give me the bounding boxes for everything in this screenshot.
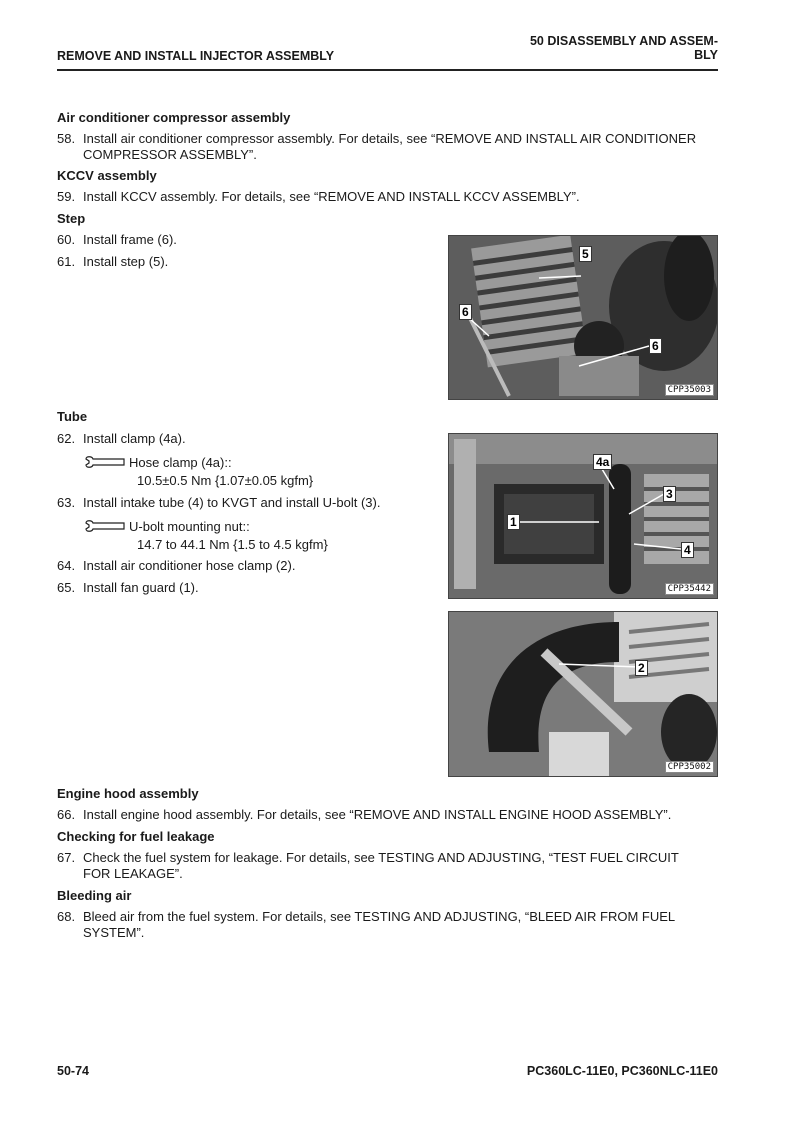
step-65-text: Install fan guard (1).	[83, 580, 199, 595]
figure-tube-callout-1: 1	[507, 514, 520, 530]
torque-ubolt-label: U-bolt mounting nut::	[129, 519, 250, 534]
figure-hose-clamp-callout-2: 2	[635, 660, 648, 676]
step-67-line2: FOR LEAKAGE”.	[83, 866, 183, 881]
step-63-text: Install intake tube (4) to KVGT and install U-bolt (3).	[83, 495, 381, 510]
torque-wrench-icon	[84, 519, 126, 533]
step-65-number: 65.	[57, 580, 76, 595]
step-62-number: 62.	[57, 431, 76, 446]
step-60-text: Install frame (6).	[83, 232, 177, 247]
header-chapter-line2: BLY	[694, 48, 718, 62]
figure-step-callout-6a: 6	[459, 304, 472, 320]
torque-hose-clamp-label: Hose clamp (4a)::	[129, 455, 232, 470]
step-67-number: 67.	[57, 850, 76, 865]
figure-hose-clamp-illustration	[449, 612, 717, 776]
header-chapter-title	[530, 34, 718, 62]
step-60-number: 60.	[57, 232, 76, 247]
figure-tube-callout-4a: 4a	[593, 454, 612, 470]
step-58-number: 58.	[57, 131, 76, 146]
figure-step-callout-6b: 6	[649, 338, 662, 354]
figure-tube-callout-4: 4	[681, 542, 694, 558]
heading-ac-compressor: Air conditioner compressor assembly	[57, 110, 291, 125]
figure-tube-callout-3: 3	[663, 486, 676, 502]
figure-tube-id: CPP35442	[665, 583, 714, 595]
torque-ubolt-value: 14.7 to 44.1 Nm {1.5 to 4.5 kgfm}	[137, 537, 328, 552]
figure-tube-photo	[448, 433, 718, 599]
figure-hose-clamp-photo	[448, 611, 718, 777]
torque-hose-clamp-value: 10.5±0.5 Nm {1.07±0.05 kgfm}	[137, 473, 314, 488]
heading-fuel-leakage: Checking for fuel leakage	[57, 829, 215, 844]
heading-kccv: KCCV assembly	[57, 168, 157, 183]
heading-bleeding-air: Bleeding air	[57, 888, 132, 903]
header-chapter-line1: 50 DISASSEMBLY AND ASSEM-	[529, 34, 718, 48]
step-64-text: Install air conditioner hose clamp (2).	[83, 558, 296, 573]
figure-hose-clamp-id: CPP35002	[665, 761, 714, 773]
step-61-number: 61.	[57, 254, 76, 269]
step-58-line2: COMPRESSOR ASSEMBLY”.	[83, 147, 257, 162]
step-68-line1: Bleed air from the fuel system. For details, see TESTING AND ADJUSTING, “BLEED AIR FROM FUEL	[83, 909, 676, 924]
step-58-text	[83, 131, 719, 163]
figure-tube-illustration	[449, 434, 717, 598]
step-58-line1: Install air conditioner compressor assembly. For details, see “REMOVE AND INSTALL AIR CONDITIONER	[83, 131, 697, 146]
header-section-title: REMOVE AND INSTALL INJECTOR ASSEMBLY	[57, 49, 335, 63]
step-61-text: Install step (5).	[83, 254, 169, 269]
footer-page-number: 50-74	[57, 1064, 89, 1078]
step-68-line2: SYSTEM”.	[83, 925, 145, 940]
torque-wrench-icon	[84, 455, 126, 469]
heading-engine-hood: Engine hood assembly	[57, 786, 199, 801]
footer-model: PC360LC-11E0, PC360NLC-11E0	[526, 1064, 718, 1078]
step-66-number: 66.	[57, 807, 76, 822]
step-62-text: Install clamp (4a).	[83, 431, 186, 446]
step-67-line1: Check the fuel system for leakage. For details, see TESTING AND ADJUSTING, “TEST FUEL CIRCUIT	[83, 850, 679, 865]
step-67-text	[83, 850, 719, 882]
figure-step-frame-photo	[448, 235, 718, 400]
step-64-number: 64.	[57, 558, 76, 573]
step-68-text	[83, 909, 719, 941]
heading-step: Step	[57, 211, 86, 226]
step-59-number: 59.	[57, 189, 76, 204]
step-66-text: Install engine hood assembly. For details, see “REMOVE AND INSTALL ENGINE HOOD ASSEMBLY”.	[83, 807, 672, 822]
figure-step-callout-5: 5	[579, 246, 592, 262]
figure-step-id: CPP35003	[665, 384, 714, 396]
step-63-number: 63.	[57, 495, 76, 510]
step-59-text: Install KCCV assembly. For details, see “REMOVE AND INSTALL KCCV ASSEMBLY”.	[83, 189, 580, 204]
header-rule	[57, 69, 718, 71]
heading-tube: Tube	[57, 409, 88, 424]
step-68-number: 68.	[57, 909, 76, 924]
